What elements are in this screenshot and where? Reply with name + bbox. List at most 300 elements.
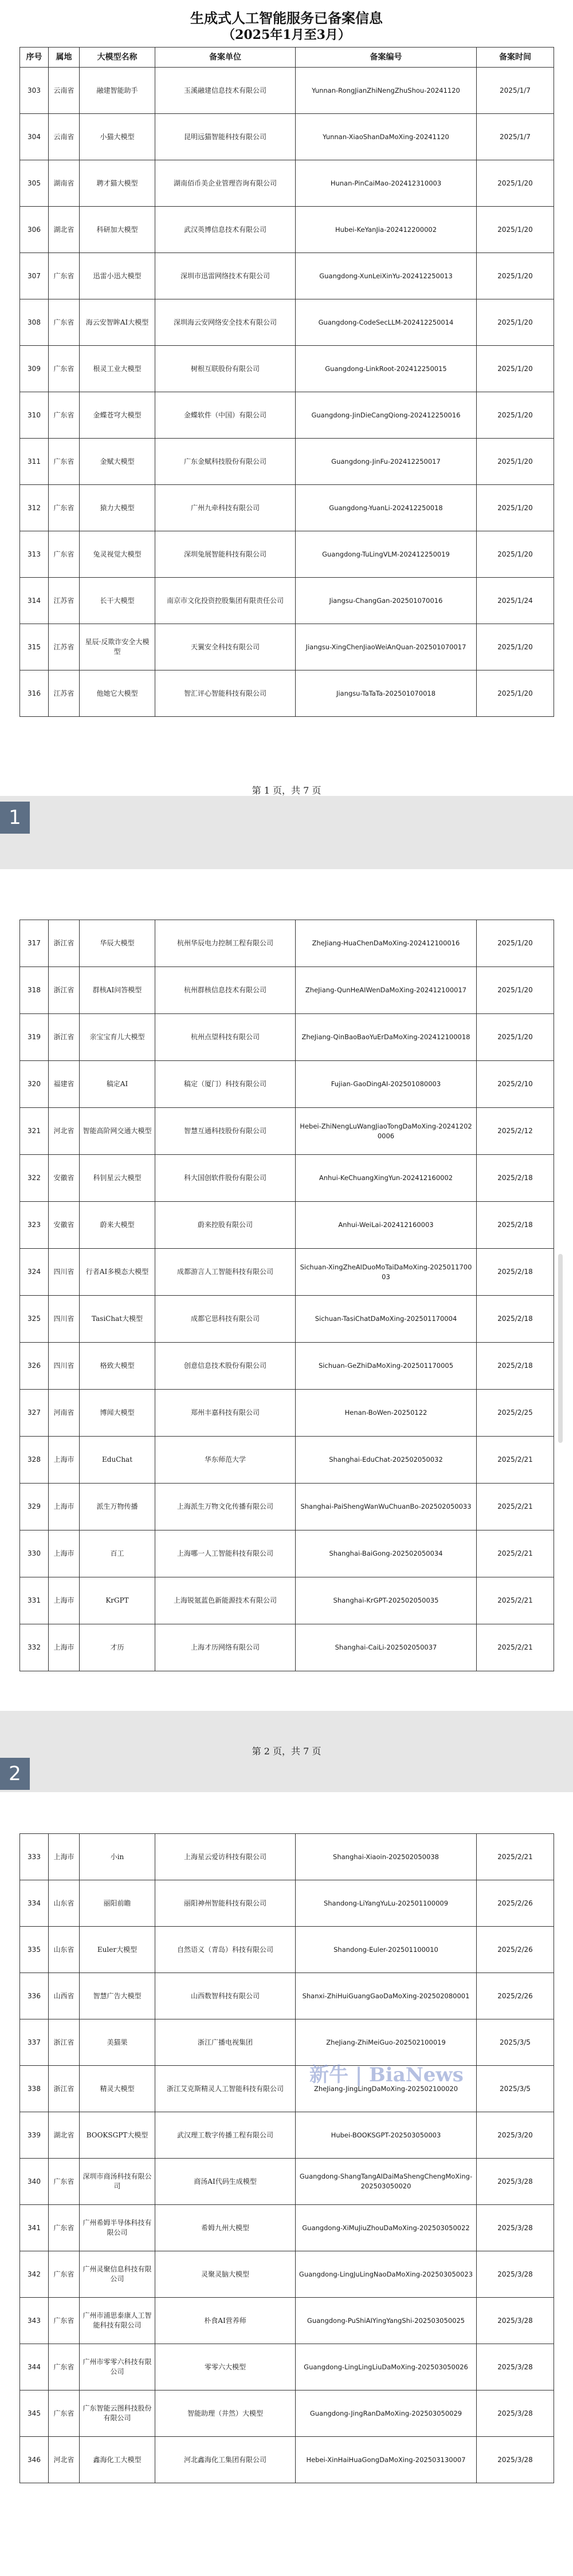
row-region: 山西省	[49, 1973, 80, 2019]
row-model-name: 他她它大模型	[80, 670, 155, 717]
row-organization: 玉溪融建信息技术有限公司	[155, 68, 296, 114]
row-index: 332	[20, 1624, 49, 1671]
row-record-code: Sichuan-XingZheAIDuoMoTaiDaMoXing-202501170003	[296, 1249, 477, 1296]
row-model-name: Euler大模型	[80, 1927, 155, 1973]
row-record-date: 2025/3/5	[477, 2019, 554, 2066]
table-row	[20, 2251, 554, 2298]
row-region: 广东省	[49, 439, 80, 485]
page-footer: 第 1 页，共 7 页	[252, 785, 321, 796]
row-region: 福建省	[49, 1061, 80, 1108]
table-row	[20, 253, 554, 299]
table-row	[20, 2390, 554, 2437]
row-model-name: 博闻大模型	[80, 1390, 155, 1437]
row-model-name: 智慧广告大模型	[80, 1973, 155, 2019]
row-record-date: 2025/1/20	[477, 160, 554, 207]
row-model-name: 才历	[80, 1624, 155, 1671]
row-organization: 深圳市迅雷网络技术有限公司	[155, 253, 296, 299]
row-model-name: 小in	[80, 1834, 155, 1880]
row-organization: 上海星云爱访科技有限公司	[155, 1834, 296, 1880]
row-region: 广东省	[49, 253, 80, 299]
row-model-name: 丽阳前瞻	[80, 1880, 155, 1927]
row-index: 320	[20, 1061, 49, 1108]
row-record-code: Guangdong-ShangTangAIDaiMaShengChengMoXing-202503050020	[296, 2159, 477, 2205]
row-index: 334	[20, 1880, 49, 1927]
table-row	[20, 1061, 554, 1108]
row-record-date: 2025/1/20	[477, 392, 554, 439]
row-region: 上海市	[49, 1484, 80, 1530]
row-record-code: Shanghai-CaiLi-202502050037	[296, 1624, 477, 1671]
row-region: 四川省	[49, 1296, 80, 1343]
row-model-name: 小猫大模型	[80, 114, 155, 160]
row-model-name: 华辰大模型	[80, 920, 155, 967]
row-region: 云南省	[49, 68, 80, 114]
row-model-name: 百工	[80, 1530, 155, 1577]
column-header: 序号	[20, 48, 49, 68]
row-index: 336	[20, 1973, 49, 2019]
row-record-code: Shanghai-KrGPT-202502050035	[296, 1577, 477, 1624]
row-index: 339	[20, 2112, 49, 2159]
row-model-name: 金赋大模型	[80, 439, 155, 485]
row-record-date: 2025/2/26	[477, 1973, 554, 2019]
row-record-code: Henan-BoWen-20250122	[296, 1390, 477, 1437]
row-model-name: 广州市零零六科技有限公司	[80, 2344, 155, 2390]
row-record-code: Guangdong-LinkRoot-202412250015	[296, 346, 477, 392]
row-region: 浙江省	[49, 967, 80, 1014]
row-organization: 蔚来控股有限公司	[155, 1202, 296, 1249]
row-record-code: Guangdong-CodeSecLLM-202412250014	[296, 299, 477, 346]
row-organization: 河北鑫海化工集团有限公司	[155, 2437, 296, 2483]
row-index: 310	[20, 392, 49, 439]
row-record-code: Hunan-PinCaiMao-202412310003	[296, 160, 477, 207]
column-header: 备案编号	[296, 48, 477, 68]
row-record-code: Sichuan-TasiChatDaMoXing-202501170004	[296, 1296, 477, 1343]
row-organization: 智汇评心智能科技有限公司	[155, 670, 296, 717]
row-record-date: 2025/3/28	[477, 2390, 554, 2437]
row-region: 广东省	[49, 346, 80, 392]
row-index: 333	[20, 1834, 49, 1880]
row-record-code: Anhui-KeChuangXingYun-202412160002	[296, 1155, 477, 1202]
row-record-date: 2025/3/28	[477, 2251, 554, 2298]
row-record-date: 2025/1/7	[477, 114, 554, 160]
row-organization: 希姆九州大模型	[155, 2205, 296, 2251]
row-record-code: ZheJiang-HuaChenDaMoXing-202412100016	[296, 920, 477, 967]
row-record-code: Shanghai-EduChat-202502050032	[296, 1437, 477, 1484]
row-model-name: 广州希姆半导体科技有限公司	[80, 2205, 155, 2251]
row-record-code: Shandong-LiYangYuLu-202501100009	[296, 1880, 477, 1927]
table-row	[20, 2112, 554, 2159]
row-region: 浙江省	[49, 2066, 80, 2112]
row-record-code: Yunnan-RongJianZhiNengZhuShou-20241120	[296, 68, 477, 114]
row-region: 广东省	[49, 392, 80, 439]
table-row	[20, 114, 554, 160]
table-row	[20, 346, 554, 392]
row-index: 305	[20, 160, 49, 207]
table-row	[20, 1973, 554, 2019]
row-region: 广东省	[49, 2390, 80, 2437]
row-record-code: Anhui-WeiLai-202412160003	[296, 1202, 477, 1249]
row-model-name: 稿定AI	[80, 1061, 155, 1108]
row-record-date: 2025/2/26	[477, 1927, 554, 1973]
row-record-date: 2025/2/18	[477, 1296, 554, 1343]
row-region: 广东省	[49, 2205, 80, 2251]
row-record-date: 2025/2/18	[477, 1343, 554, 1390]
row-record-date: 2025/2/25	[477, 1390, 554, 1437]
column-header: 备案单位	[155, 48, 296, 68]
row-record-code: Hebei-XinHaiHuaGongDaMoXing-202503130007	[296, 2437, 477, 2483]
row-record-code: Jiangsu-XingChenJiaoWeiAnQuan-202501070017	[296, 624, 477, 670]
row-model-name: 猿力大模型	[80, 485, 155, 531]
table-row	[20, 1390, 554, 1437]
row-record-code: Guangdong-YuanLi-202412250018	[296, 485, 477, 531]
row-index: 306	[20, 207, 49, 253]
row-index: 309	[20, 346, 49, 392]
row-record-code: Guangdong-TuLingVLM-202412250019	[296, 531, 477, 578]
table-row	[20, 439, 554, 485]
row-record-date: 2025/1/20	[477, 299, 554, 346]
row-region: 广东省	[49, 299, 80, 346]
row-record-code: Shanghai-PaiShengWanWuChuanBo-202502050033	[296, 1484, 477, 1530]
row-record-date: 2025/2/21	[477, 1437, 554, 1484]
row-region: 上海市	[49, 1624, 80, 1671]
row-organization: 南京市文化投资控股集团有限责任公司	[155, 578, 296, 624]
table-body	[20, 68, 554, 717]
row-region: 湖北省	[49, 2112, 80, 2159]
row-record-code: Hubei-BOOKSGPT-202503050003	[296, 2112, 477, 2159]
row-organization: 广东金赋科技股份有限公司	[155, 439, 296, 485]
document-title: 生成式人工智能服务已备案信息	[190, 10, 383, 26]
row-region: 浙江省	[49, 1014, 80, 1061]
row-record-code: Jiangsu-TaTaTa-202501070018	[296, 670, 477, 717]
column-header: 属地	[49, 48, 80, 68]
row-record-date: 2025/2/18	[477, 1249, 554, 1296]
table-row	[20, 2298, 554, 2344]
row-index: 328	[20, 1437, 49, 1484]
page-number-badge[interactable]: 2	[0, 1758, 30, 1790]
row-record-code: Jiangsu-ChangGan-202501070016	[296, 578, 477, 624]
row-model-name: 根灵工业大模型	[80, 346, 155, 392]
table-row	[20, 1343, 554, 1390]
table-row	[20, 920, 554, 967]
table-row	[20, 2066, 554, 2112]
watermark: 新牛 | BiaNews	[309, 2064, 464, 2086]
row-record-code: Yunnan-XiaoShanDaMoXing-20241120	[296, 114, 477, 160]
document-page-3	[0, 1792, 573, 2576]
row-model-name: 广州灵聚信息科技有限公司	[80, 2251, 155, 2298]
table-row	[20, 1296, 554, 1343]
column-header: 备案时间	[477, 48, 554, 68]
row-record-code: Guangdong-LingJuLingNaoDaMoXing-202503050023	[296, 2251, 477, 2298]
table-row	[20, 2437, 554, 2483]
row-record-code: Sichuan-GeZhiDaMoXing-202501170005	[296, 1343, 477, 1390]
row-region: 江苏省	[49, 578, 80, 624]
row-record-date: 2025/1/20	[477, 920, 554, 967]
row-record-code: Hubei-KeYanJia-202412200002	[296, 207, 477, 253]
row-index: 325	[20, 1296, 49, 1343]
table-row	[20, 207, 554, 253]
row-record-date: 2025/2/21	[477, 1530, 554, 1577]
row-region: 江苏省	[49, 670, 80, 717]
row-model-name: 长干大模型	[80, 578, 155, 624]
table-row	[20, 1484, 554, 1530]
row-organization: 创意信息技术股份有限公司	[155, 1343, 296, 1390]
row-region: 河北省	[49, 2437, 80, 2483]
table-row	[20, 1108, 554, 1155]
row-index: 327	[20, 1390, 49, 1437]
row-record-code: Shandong-Euler-202501100010	[296, 1927, 477, 1973]
row-model-name: 广东智能云图科技股份有限公司	[80, 2390, 155, 2437]
row-model-name: 海云安智眸AI大模型	[80, 299, 155, 346]
row-region: 广东省	[49, 485, 80, 531]
row-organization: 丽阳神州智能科技有限公司	[155, 1880, 296, 1927]
row-record-code: Shanxi-ZhiHuiGuangGaoDaMoXing-202502080001	[296, 1973, 477, 2019]
table-row	[20, 160, 554, 207]
row-organization: 山西数智科技有限公司	[155, 1973, 296, 2019]
table-row	[20, 2159, 554, 2205]
row-organization: 零零六大模型	[155, 2344, 296, 2390]
row-region: 云南省	[49, 114, 80, 160]
row-index: 323	[20, 1202, 49, 1249]
table-row	[20, 1155, 554, 1202]
row-organization: 郑州丰嘉科技有限公司	[155, 1390, 296, 1437]
row-record-date: 2025/2/12	[477, 1108, 554, 1155]
row-organization: 自然语义（青岛）科技有限公司	[155, 1927, 296, 1973]
row-organization: 广州九牵科技有限公司	[155, 485, 296, 531]
row-record-date: 2025/3/28	[477, 2437, 554, 2483]
row-record-date: 2025/3/5	[477, 2066, 554, 2112]
row-organization: 成都游言人工智能科技有限公司	[155, 1249, 296, 1296]
row-organization: 湖南佰币美企业管理咨询有限公司	[155, 160, 296, 207]
row-region: 广东省	[49, 2344, 80, 2390]
table-row	[20, 967, 554, 1014]
row-model-name: 亲宝宝育儿大模型	[80, 1014, 155, 1061]
row-record-code: ZheJiang-JingLingDaMoXing-202502100020	[296, 2066, 477, 2112]
row-record-date: 2025/1/20	[477, 485, 554, 531]
table-header	[20, 48, 554, 68]
row-region: 安徽省	[49, 1202, 80, 1249]
row-record-date: 2025/2/21	[477, 1624, 554, 1671]
row-organization: 上海哪一人工智能科技有限公司	[155, 1530, 296, 1577]
row-model-name: 科研加大模型	[80, 207, 155, 253]
table-row	[20, 1530, 554, 1577]
row-organization: 武汉英博信息技术有限公司	[155, 207, 296, 253]
record-table	[19, 920, 554, 1671]
row-index: 321	[20, 1108, 49, 1155]
row-model-name: 融建智能助手	[80, 68, 155, 114]
row-region: 山东省	[49, 1880, 80, 1927]
table-row	[20, 1437, 554, 1484]
table-header-row	[20, 48, 554, 68]
row-index: 319	[20, 1014, 49, 1061]
row-index: 324	[20, 1249, 49, 1296]
row-model-name: 科钊星云大模型	[80, 1155, 155, 1202]
row-region: 湖北省	[49, 207, 80, 253]
row-index: 304	[20, 114, 49, 160]
row-organization: 昆明远猫智能科技有限公司	[155, 114, 296, 160]
table-row	[20, 2019, 554, 2066]
row-organization: 朴食AI营养师	[155, 2298, 296, 2344]
row-index: 331	[20, 1577, 49, 1624]
row-index: 326	[20, 1343, 49, 1390]
row-record-code: Guangdong-JinFu-202412250017	[296, 439, 477, 485]
row-index: 307	[20, 253, 49, 299]
row-organization: 华东师范大学	[155, 1437, 296, 1484]
table-row	[20, 1577, 554, 1624]
row-organization: 上海才历网络有限公司	[155, 1624, 296, 1671]
row-index: 322	[20, 1155, 49, 1202]
row-region: 广东省	[49, 531, 80, 578]
row-region: 上海市	[49, 1577, 80, 1624]
row-region: 江苏省	[49, 624, 80, 670]
table-row	[20, 578, 554, 624]
row-region: 广东省	[49, 2251, 80, 2298]
row-model-name: 鑫海化工大模型	[80, 2437, 155, 2483]
scrollbar[interactable]	[558, 1254, 563, 1443]
row-organization: 成都它思科技有限公司	[155, 1296, 296, 1343]
row-record-code: Guangdong-JingRanDaMoXing-202503050029	[296, 2390, 477, 2437]
record-table	[19, 1833, 554, 2483]
row-index: 342	[20, 2251, 49, 2298]
row-region: 上海市	[49, 1437, 80, 1484]
row-model-name: 深圳市商汤科技有限公司	[80, 2159, 155, 2205]
row-region: 河南省	[49, 1390, 80, 1437]
row-record-date: 2025/3/28	[477, 2159, 554, 2205]
row-index: 341	[20, 2205, 49, 2251]
row-organization: 深圳兔展智能科技有限公司	[155, 531, 296, 578]
row-record-date: 2025/2/10	[477, 1061, 554, 1108]
row-index: 308	[20, 299, 49, 346]
table-row	[20, 531, 554, 578]
row-record-date: 2025/1/20	[477, 207, 554, 253]
row-record-date: 2025/1/20	[477, 439, 554, 485]
row-index: 312	[20, 485, 49, 531]
row-record-code: Guangdong-XunLeiXinYu-202412250013	[296, 253, 477, 299]
column-header: 大模型名称	[80, 48, 155, 68]
table-row	[20, 299, 554, 346]
row-model-name: EduChat	[80, 1437, 155, 1484]
row-model-name: 金蝶苍穹大模型	[80, 392, 155, 439]
table-body	[20, 920, 554, 1671]
row-index: 316	[20, 670, 49, 717]
row-organization: 浙江艾克斯精灵人工智能科技有限公司	[155, 2066, 296, 2112]
table-row	[20, 1014, 554, 1061]
row-index: 340	[20, 2159, 49, 2205]
row-model-name: 迅雷小迅大模型	[80, 253, 155, 299]
row-index: 345	[20, 2390, 49, 2437]
table-row	[20, 68, 554, 114]
row-index: 343	[20, 2298, 49, 2344]
table-row	[20, 2344, 554, 2390]
row-region: 湖南省	[49, 160, 80, 207]
row-organization: 上海派生万物文化传播有限公司	[155, 1484, 296, 1530]
document-subtitle: （2025年1月至3月）	[222, 27, 351, 42]
row-record-code: Guangdong-JinDieCangQiong-202412250016	[296, 392, 477, 439]
row-region: 河北省	[49, 1108, 80, 1155]
table-row	[20, 2205, 554, 2251]
row-record-date: 2025/3/28	[477, 2298, 554, 2344]
row-record-code: Guangdong-LingLingLiuDaMoXing-202503050026	[296, 2344, 477, 2390]
row-record-date: 2025/1/20	[477, 624, 554, 670]
row-model-name: BOOKSGPT大模型	[80, 2112, 155, 2159]
row-index: 344	[20, 2344, 49, 2390]
row-record-date: 2025/1/20	[477, 967, 554, 1014]
row-organization: 杭州华辰电力控制工程有限公司	[155, 920, 296, 967]
row-model-name: 星辰·反欺诈安全大模型	[80, 624, 155, 670]
row-record-date: 2025/3/20	[477, 2112, 554, 2159]
row-record-date: 2025/1/7	[477, 68, 554, 114]
row-region: 上海市	[49, 1834, 80, 1880]
row-region: 上海市	[49, 1530, 80, 1577]
table-row	[20, 1624, 554, 1671]
row-organization: 金蝶软件（中国）有限公司	[155, 392, 296, 439]
table-row	[20, 624, 554, 670]
row-model-name: KrGPT	[80, 1577, 155, 1624]
row-record-date: 2025/2/21	[477, 1834, 554, 1880]
row-record-code: ZheJiang-QunHeAIWenDaMoXing-202412100017	[296, 967, 477, 1014]
row-index: 318	[20, 967, 49, 1014]
row-model-name: 精灵大模型	[80, 2066, 155, 2112]
table-row	[20, 1880, 554, 1927]
row-record-date: 2025/1/20	[477, 346, 554, 392]
row-organization: 商汤AI代码生成模型	[155, 2159, 296, 2205]
row-region: 广东省	[49, 2159, 80, 2205]
row-model-name: TasiChat大模型	[80, 1296, 155, 1343]
row-organization: 智能助理（井然）大模型	[155, 2390, 296, 2437]
row-index: 330	[20, 1530, 49, 1577]
row-index: 303	[20, 68, 49, 114]
row-record-code: Shanghai-BaiGong-202502050034	[296, 1530, 477, 1577]
row-organization: 科大国创软件股份有限公司	[155, 1155, 296, 1202]
table-row	[20, 1927, 554, 1973]
row-record-date: 2025/3/28	[477, 2344, 554, 2390]
row-index: 311	[20, 439, 49, 485]
table-row	[20, 670, 554, 717]
row-organization: 武汉理工数字传播工程有限公司	[155, 2112, 296, 2159]
row-organization: 杭州点望科技有限公司	[155, 1014, 296, 1061]
page-number-badge[interactable]: 1	[0, 802, 30, 834]
row-organization: 深圳海云安网络安全技术有限公司	[155, 299, 296, 346]
table-row	[20, 1834, 554, 1880]
row-region: 广东省	[49, 2298, 80, 2344]
row-region: 浙江省	[49, 920, 80, 967]
table-body	[20, 1834, 554, 2483]
table-row	[20, 1202, 554, 1249]
row-organization: 浙江广播电视集团	[155, 2019, 296, 2066]
row-record-date: 2025/2/26	[477, 1880, 554, 1927]
row-index: 335	[20, 1927, 49, 1973]
row-organization: 天翼安全科技有限公司	[155, 624, 296, 670]
row-record-date: 2025/2/18	[477, 1155, 554, 1202]
table-row	[20, 485, 554, 531]
row-region: 四川省	[49, 1343, 80, 1390]
row-record-code: Guangdong-PuShiAIYingYangShi-202503050025	[296, 2298, 477, 2344]
row-index: 313	[20, 531, 49, 578]
row-record-code: ZheJiang-QinBaoBaoYuErDaMoXing-202412100018	[296, 1014, 477, 1061]
row-index: 317	[20, 920, 49, 967]
table-row	[20, 1249, 554, 1296]
row-record-date: 2025/1/24	[477, 578, 554, 624]
row-region: 四川省	[49, 1249, 80, 1296]
table-row	[20, 392, 554, 439]
row-record-date: 2025/2/18	[477, 1202, 554, 1249]
row-record-code: Shanghai-Xiaoin-202502050038	[296, 1834, 477, 1880]
document-page-2	[0, 869, 573, 1711]
row-record-date: 2025/1/20	[477, 253, 554, 299]
row-index: 315	[20, 624, 49, 670]
row-organization: 灵聚灵脑大模型	[155, 2251, 296, 2298]
row-model-name: 派生万物传播	[80, 1484, 155, 1530]
row-index: 314	[20, 578, 49, 624]
row-record-code: Hebei-ZhiNengLuWangJiaoTongDaMoXing-202412020006	[296, 1108, 477, 1155]
